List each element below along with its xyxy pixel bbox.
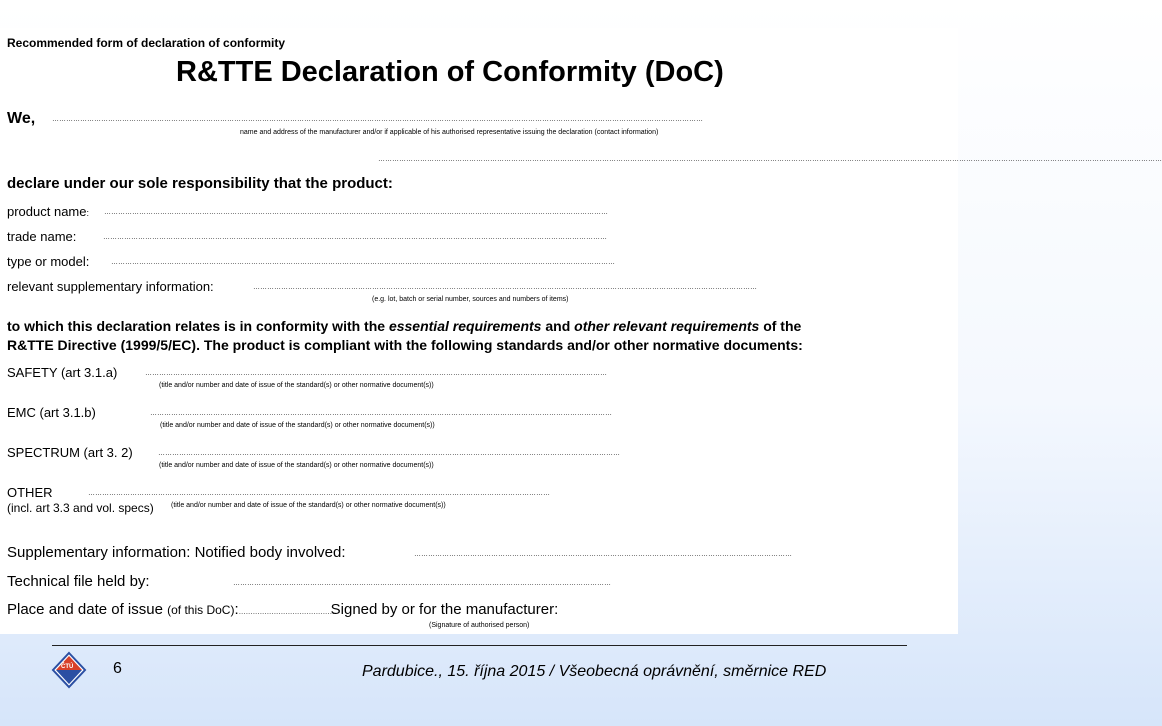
we-dots-2: ………………………………………………………………………………………………………………………………………………………………………………………………………………………………………………………………………………………………………… (378, 156, 1162, 163)
emc-label: EMC (art 3.1.b) (7, 405, 96, 420)
safety-label: SAFETY (art 3.1.a) (7, 365, 118, 380)
trade-name-dots: ……………………………………………………………………………………………………………………………………………………………………………………………… (103, 234, 607, 241)
technical-file-dots: ……………………………………………………………………………………………………………………………………………… (233, 580, 611, 587)
footer-divider (52, 645, 907, 646)
conformity-line-2: R&TTE Directive (1999/5/EC). The product is compliant with the following standards and/or other normative documents: (7, 337, 803, 353)
declare-text: declare under our sole responsibility that the product: (7, 175, 393, 192)
conformity-line-1: to which this declaration relates is in conformity with the essential requirements and other relevant requirements of the (7, 318, 802, 334)
technical-file-label: Technical file held by: (7, 573, 150, 590)
ctu-logo (52, 652, 86, 688)
ctu-logo-text: ČTÚ (61, 664, 74, 670)
type-model-dots: ……………………………………………………………………………………………………………………………………………………………………………………………… (111, 259, 615, 266)
trade-name-label: trade name: (7, 229, 77, 244)
emc-dots: ……………………………………………………………………………………………………………………………………………………………………………… (150, 410, 612, 417)
product-name-dots: ……………………………………………………………………………………………………………………………………………………………………………………………… (104, 209, 608, 216)
document-title: R&TTE Declaration of Conformity (DoC) (176, 56, 724, 88)
emc-note: (title and/or number and date of issue of the standard(s) or other normative document(s)) (160, 422, 435, 429)
other-note: (title and/or number and date of issue of the standard(s) or other normative document(s)) (171, 502, 446, 509)
supplementary-label: Supplementary information: Notified body involved: (7, 544, 346, 561)
relevant-info-label: relevant supplementary information: (7, 279, 214, 294)
we-note: name and address of the manufacturer and/or if applicable of his authorised representative issuing the declaration (contact information) (240, 129, 659, 136)
signature-note: (Signature of authorised person) (429, 622, 530, 629)
other-label: OTHER (7, 485, 53, 500)
safety-dots: ……………………………………………………………………………………………………………………………………………………………………………… (145, 370, 607, 377)
other-sublabel: (incl. art 3.3 and vol. specs) (7, 501, 154, 515)
declaration-document (0, 28, 1162, 634)
we-dots: ……………………………………………………………………………………………………………………………………………………………………………………………………………………………………………………… (52, 116, 703, 123)
place-date-row: Place and date of issue (of this DoC):……………………………………Signed by or for the manufacturer: (7, 601, 559, 618)
spectrum-label: SPECTRUM (art 3. 2) (7, 445, 133, 460)
spectrum-dots: ……………………………………………………………………………………………………………………………………………………………………………… (158, 450, 620, 457)
relevant-info-note: (e.g. lot, batch or serial number, sources and numbers of items) (372, 296, 569, 303)
form-caption: Recommended form of declaration of conformity (7, 36, 286, 50)
spectrum-note: (title and/or number and date of issue of the standard(s) or other normative document(s)) (159, 462, 434, 469)
ctu-logo-icon (52, 652, 86, 688)
page-number: 6 (113, 660, 122, 677)
safety-note: (title and/or number and date of issue of the standard(s) or other normative document(s)) (159, 382, 434, 389)
we-label: We, (7, 110, 36, 127)
type-model-label: type or model: (7, 254, 90, 269)
footer-text: Pardubice., 15. října 2015 / Všeobecná oprávnění, směrnice RED (362, 663, 827, 680)
relevant-info-dots: ……………………………………………………………………………………………………………………………………………………………………………………………… (253, 284, 757, 291)
other-dots: ……………………………………………………………………………………………………………………………………………………………………………… (88, 490, 550, 497)
supplementary-dots: ……………………………………………………………………………………………………………………………………………… (414, 551, 792, 558)
product-name-label: product name: (7, 204, 90, 219)
